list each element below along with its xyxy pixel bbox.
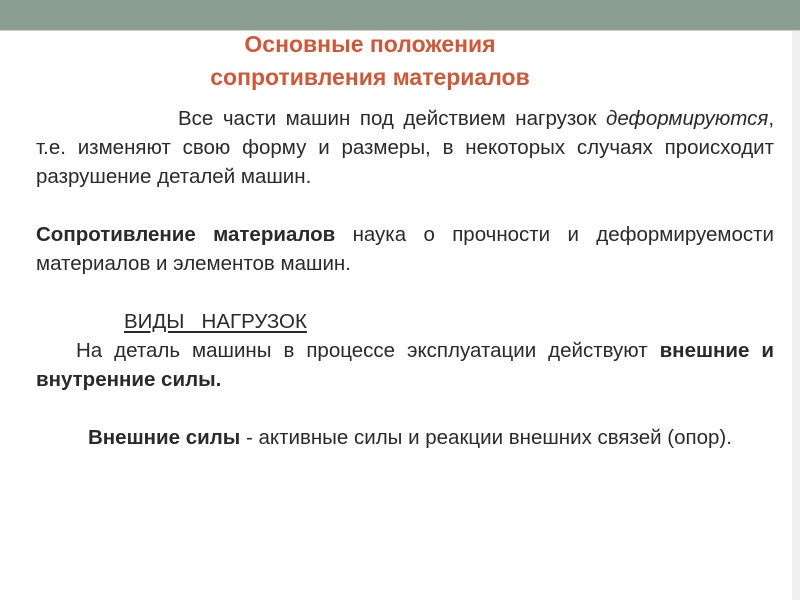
title-line-2: сопротивления материалов [210,64,530,90]
paragraph-external-forces [36,423,774,452]
p3-bold-term: внешние и внутренние силы. [36,339,775,391]
paragraph-forces [36,336,774,394]
title-line-1: Основные положения [244,31,496,57]
p3-lead: На деталь машины в процессе эксплуатации действуют [76,339,648,362]
section-heading [36,307,774,336]
p2-bold-term: Сопротивление материалов [36,223,336,246]
paragraph-definition [36,220,774,278]
paragraph-deformation [36,104,774,191]
p1-rest: , т.е. изменяют свою форму и размеры, в некоторых случаях происходит разрушение деталей машин. [36,107,775,188]
p2-rest: наука о прочности и деформируемости материалов и элементов машин. [36,223,775,275]
slide-edge [792,31,800,600]
spacer [36,191,774,220]
p4-bold-term: Внешние силы [88,426,241,449]
slide-title [0,28,740,94]
spacer [36,278,774,307]
spacer [36,394,774,423]
p1-lead: Все части машин под действием нагрузок [178,107,597,130]
p4-rest: - активные силы и реакции внешних связей (опор). [240,426,732,449]
header-band [0,0,800,30]
p1-italic-term: деформируются [605,107,769,130]
section-heading-text: ВИДЫ НАГРУЗОК [124,310,307,333]
slide-body [36,104,774,452]
